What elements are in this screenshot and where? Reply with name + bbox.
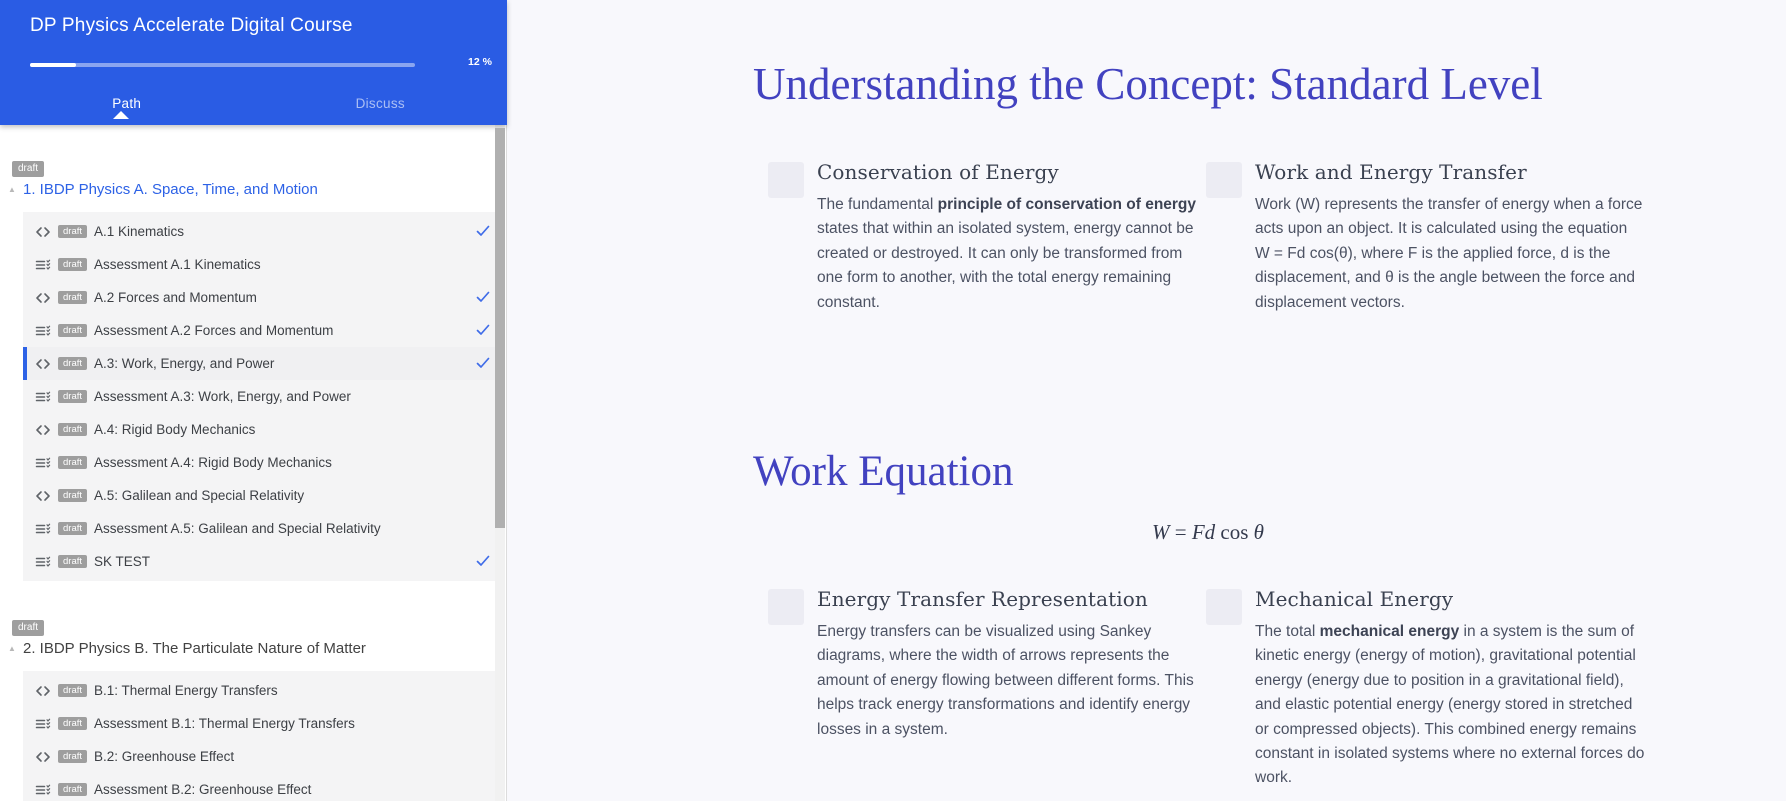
course-progress-fill [30,63,76,67]
triangle-up-icon[interactable]: ▲ [8,185,16,194]
course-section [0,158,496,581]
check-icon [475,322,491,338]
check-icon [475,223,491,239]
card-bullet-icon [768,162,804,198]
page-title: Understanding the Concept: Standard Level [753,59,1543,109]
sidebar-tabs [0,82,507,125]
quiz-list-icon [35,554,51,570]
tree-item[interactable] [23,347,496,380]
quiz-list-icon [35,455,51,471]
draft-badge: draft [58,291,87,305]
draft-badge: draft [58,423,87,437]
course-section [0,617,496,801]
course-progress-bar [30,63,415,67]
concept-card [1206,160,1651,315]
quiz-list-icon [35,521,51,537]
tree-item[interactable] [23,215,496,248]
item-label: Assessment B.1: Thermal Energy Transfers [94,716,355,731]
item-label: Assessment A.4: Rigid Body Mechanics [94,455,332,470]
card-body: Work (W) represents the transfer of energy when a force acts upon an object. It is calculated using the equation W = Fd cos(θ), where F is the applied force, d is the displacement, and θ is the angle between the force and displacement vectors. [1255,196,1643,311]
section-items-panel [23,212,496,581]
item-label: Assessment A.2 Forces and Momentum [94,323,334,338]
item-label: Assessment A.3: Work, Energy, and Power [94,389,351,404]
draft-badge: draft [58,717,87,731]
sidebar-header [0,0,507,125]
tree-item[interactable] [23,512,496,545]
item-label: A.3: Work, Energy, and Power [94,356,275,371]
section-title[interactable]: 2. IBDP Physics B. The Particulate Nature of Matter [23,640,366,657]
active-tab-notch [113,111,129,119]
course-sidebar [0,0,507,801]
card-bullet-icon [1206,162,1242,198]
tree-item[interactable] [23,413,496,446]
draft-badge: draft [58,357,87,371]
draft-badge: draft [58,456,87,470]
draft-badge: draft [12,161,44,177]
draft-badge: draft [58,225,87,239]
card-body: The fundamental principle of conservation of energy states that within an isolated system, energy cannot be created or destroyed. It can only be transformed from one form to another, with the total energy remaining constant. [817,196,1197,311]
section-header-2[interactable] [0,639,496,658]
card-body: The total mechanical energy in a system is the sum of kinetic energy (energy of motion), gravitational potential energy (energy due to position in a gravitational field), and elastic potential energy (energy stored in stretched or compressed objects). This combined energy remains constant in isolated systems where no external forces do work. [1255,623,1645,787]
draft-badge: draft [58,258,87,272]
quiz-list-icon [35,323,51,339]
card-body: Energy transfers can be visualized using Sankey diagrams, where the width of arrows represents the amount of energy flowing between different forms. This helps track energy transformations and identify energy losses in a system. [817,623,1194,738]
card-heading: Conservation of Energy [817,160,1059,184]
progress-percent-label: 12 % [468,56,492,68]
code-icon [35,749,51,765]
tree-item[interactable] [23,707,496,740]
code-icon [35,290,51,306]
course-title: DP Physics Accelerate Digital Course [30,15,353,36]
draft-badge: draft [58,555,87,569]
draft-badge: draft [12,620,44,636]
card-heading: Mechanical Energy [1255,587,1454,611]
section-header-1[interactable] [0,180,496,199]
section-title[interactable]: 1. IBDP Physics A. Space, Time, and Motion [23,181,318,198]
card-heading: Work and Energy Transfer [1255,160,1527,184]
concept-card [1206,587,1651,791]
item-label: Assessment B.2: Greenhouse Effect [94,782,312,797]
card-bullet-icon [1206,589,1242,625]
tree-item[interactable] [23,674,496,707]
tree-item[interactable] [23,281,496,314]
triangle-up-icon[interactable]: ▲ [8,644,16,653]
item-label: A.2 Forces and Momentum [94,290,257,305]
work-equation-formula: W = Fd cos θ [1152,520,1264,544]
item-label: B.2: Greenhouse Effect [94,749,235,764]
tree-item[interactable] [23,479,496,512]
draft-badge: draft [58,489,87,503]
quiz-list-icon [35,257,51,273]
draft-badge: draft [58,684,87,698]
tree-item[interactable] [23,773,496,801]
section-items-panel [23,671,496,801]
check-icon [475,355,491,371]
tab-discuss[interactable]: Discuss [355,96,405,111]
quiz-list-icon [35,389,51,405]
quiz-list-icon [35,716,51,732]
item-label: B.1: Thermal Energy Transfers [94,683,278,698]
item-label: SK TEST [94,554,151,569]
draft-badge: draft [58,390,87,404]
quiz-list-icon [35,782,51,798]
item-label: A.4: Rigid Body Mechanics [94,422,256,437]
code-icon [35,683,51,699]
lesson-content [508,0,1786,801]
section-title-work-equation: Work Equation [753,448,1014,495]
card-bullet-icon [768,589,804,625]
item-label: Assessment A.5: Galilean and Special Relativity [94,521,381,536]
draft-badge: draft [58,324,87,338]
concept-card [768,587,1213,742]
tree-item[interactable] [23,545,496,578]
draft-badge: draft [58,750,87,764]
draft-badge: draft [58,783,87,797]
tree-item[interactable] [23,248,496,281]
code-icon [35,422,51,438]
item-label: A.5: Galilean and Special Relativity [94,488,305,503]
code-icon [35,488,51,504]
code-icon [35,224,51,240]
code-icon [35,356,51,372]
tree-item[interactable] [23,446,496,479]
tab-path[interactable]: Path [112,96,142,111]
course-path-tree [0,125,496,801]
check-icon [475,553,491,569]
draft-badge: draft [58,522,87,536]
tree-item[interactable] [23,314,496,347]
sidebar-scrollbar-thumb[interactable] [495,128,505,528]
tree-item[interactable] [23,740,496,773]
item-label: Assessment A.1 Kinematics [94,257,261,272]
check-icon [475,289,491,305]
tree-item[interactable] [23,380,496,413]
item-label: A.1 Kinematics [94,224,185,239]
concept-card [768,160,1213,315]
card-heading: Energy Transfer Representation [817,587,1148,611]
